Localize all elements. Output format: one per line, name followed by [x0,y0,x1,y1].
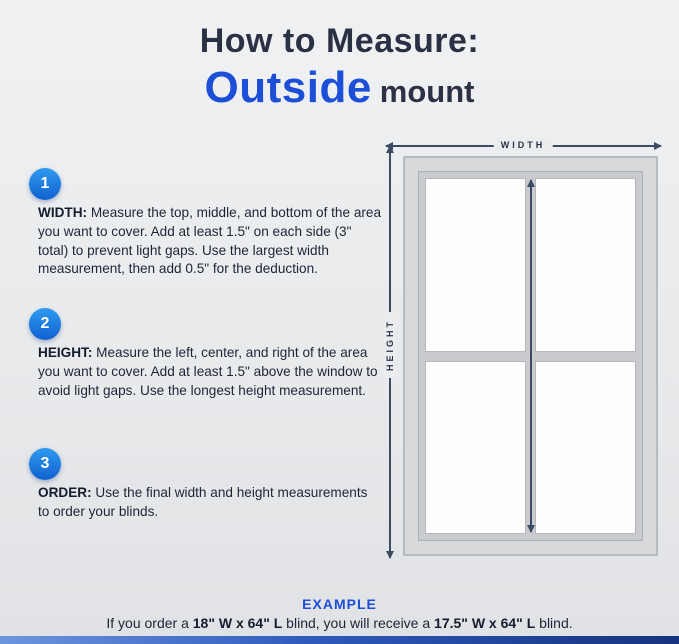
title-outside-highlight: Outside [204,63,372,112]
step-1-text [38,204,382,279]
arrow-right-icon [654,142,662,150]
window-pane-top-right [535,178,636,352]
arrow-up-icon [386,145,394,153]
example-middle: blind, you will receive a [282,615,435,631]
window-pane-bottom-right [535,361,636,535]
example-text [0,615,679,631]
example-prefix: If you order a [106,615,193,631]
height-label: HEIGHT [384,312,396,378]
step-1-label: WIDTH: [38,205,88,220]
step-1-body: Measure the top, middle, and bottom of the area you want to cover. Add at least 1.5" on each side (3" total) to prevent light gaps. Use the largest width measurement, then add 0.5" for the deduction. [38,205,382,277]
window-pane-bottom-left [425,361,526,535]
width-label: WIDTH [494,139,553,151]
window-illustration [403,156,658,556]
step-3-label: ORDER: [38,485,92,500]
inner-height-measure-line [530,180,532,532]
bottom-accent-bar [0,636,679,644]
step-2-body: Measure the left, center, and right of the area you want to cover. Add at least 1.5" above the window to avoid light gaps. Use the longest height measurement. [38,345,378,398]
example-size-ordered: 18" W x 64" L [192,615,283,631]
arrow-down-icon [386,551,394,559]
example-suffix: blind. [535,615,573,631]
step-2-text [38,344,382,400]
step-2-number: 2 [40,315,50,332]
step-1-number: 1 [40,175,50,192]
window-pane-top-left [425,178,526,352]
arrow-up-icon [527,179,535,187]
title-line2 [0,63,679,113]
step-2-badge [29,308,61,340]
step-2-label: HEIGHT: [38,345,93,360]
step-3-text [38,484,382,522]
arrow-down-icon [527,525,535,533]
example-heading: EXAMPLE [302,596,377,612]
page-title [0,22,679,113]
step-3-body: Use the final width and height measurements to order your blinds. [38,485,368,519]
step-1-badge [29,168,61,200]
example-size-received: 17.5" W x 64" L [434,615,536,631]
step-3-number: 3 [40,455,50,472]
title-line1: How to Measure: [199,22,480,60]
step-3-badge [29,448,61,480]
title-mount: mount [379,74,475,109]
